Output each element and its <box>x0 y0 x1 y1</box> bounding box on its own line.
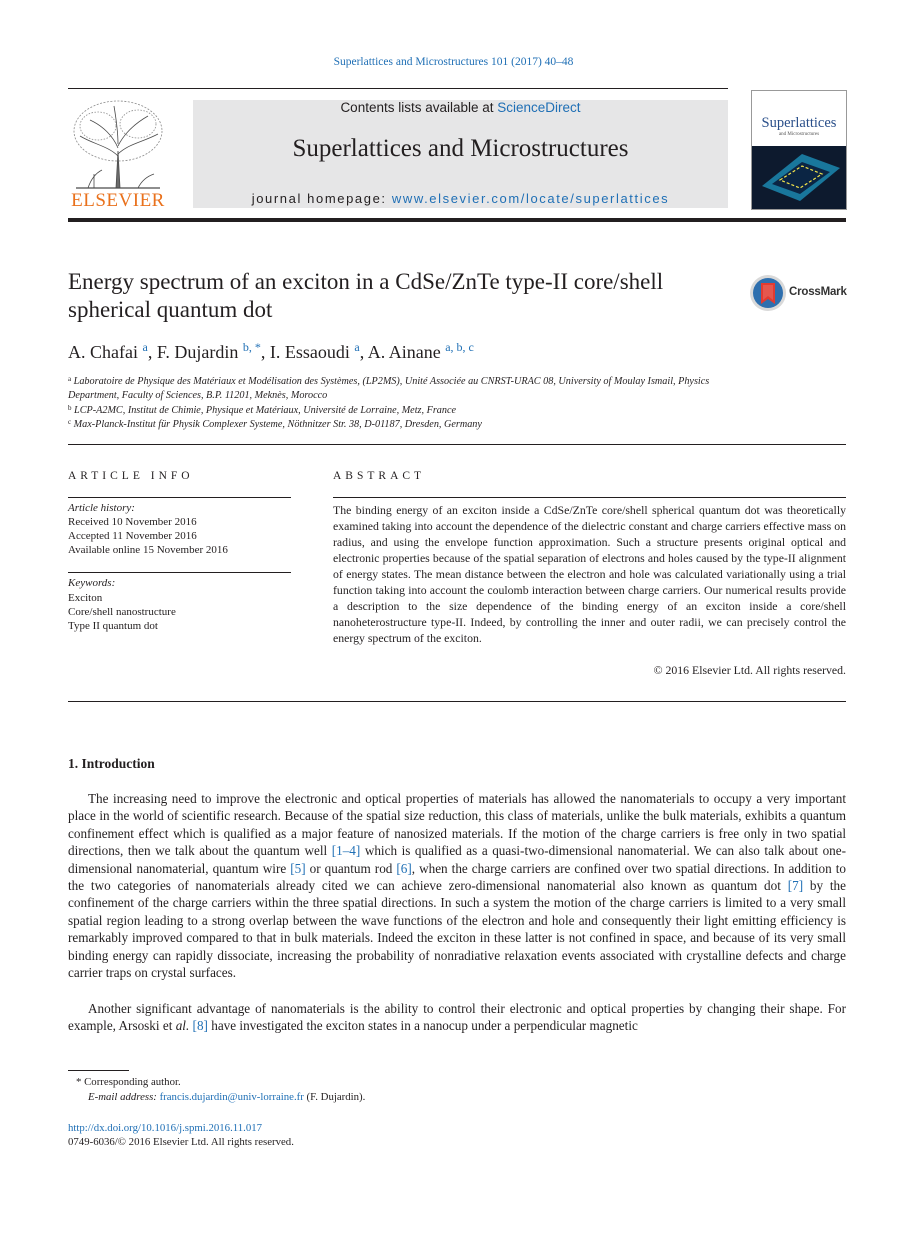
corresponding-mark: * <box>76 1076 82 1088</box>
footnote-rule <box>68 1070 129 1071</box>
email-note <box>88 1090 365 1105</box>
citation-link[interactable]: [1–4] <box>331 843 361 859</box>
author-affiliation-mark[interactable]: b, * <box>242 340 261 354</box>
author-separator: , <box>260 342 270 362</box>
affiliation <box>68 415 748 432</box>
author-name: A. Ainane <box>367 342 441 362</box>
paragraph-text: have investigated the exciton states in a nanocup under a perpendicular magnetic <box>207 1018 638 1034</box>
abstract-text: The binding energy of an exciton inside a CdSe/ZnTe core/shell spherical quantum dot was theoretically examined taking into account the dependence of the dielectric constant and charge carriers effective mass on radius, and using the envelope function approximation. Such a structure presents original optical and electronic properties because of the spatial separation of electrons and holes caused by the type-II alignment of energy states. The mean distance between the electron and hole was calculated variationally using a trial function taking into account the coulomb interaction between charge carriers. Our numerical results provide a description to the size dependence of the binding energy of an exciton inside a core/shell nanoheterostructure type-II. Indeed, by controlling the inner and outer radii, we can precisely control the energy spectrum of the exciton. <box>333 503 846 645</box>
section-heading-introduction: 1. Introduction <box>68 756 155 771</box>
online-date: Available online 15 November 2016 <box>68 544 228 556</box>
email-label: E-mail address: <box>88 1091 157 1103</box>
abstract-rule <box>333 497 846 498</box>
sciencedirect-link[interactable]: ScienceDirect <box>497 100 581 115</box>
affiliation-text: Max-Planck-Institut für Physik Complexer Systeme, Nöthnitzer Str. 38, D-01187, Dresden, Germany <box>73 419 482 430</box>
author-name: F. Dujardin <box>156 342 239 362</box>
cover-subtitle: and Microstructures <box>778 132 820 137</box>
paragraph-text: by the confinement of the charge carriers within the three spatial directions. In such a system the motion of the charge carriers is limited to a very small spatial region leading to a strong overlap between the wave functions of the electron and hole and consequently their light emitting efficiency is remarkably improved compared to that in bulk materials. Indeed the exciton in these latter is not confined in space, and because of its very small binding energy can rapidly dissociate, increasing the probability of nonradiative relaxation events associated with crystalline defects and charge carrier traps on crystal surfaces. <box>68 878 846 981</box>
issn-copyright: 0749-6036/© 2016 Elsevier Ltd. All rights reserved. <box>68 1136 294 1148</box>
contents-line <box>193 100 728 115</box>
paragraph-text: The increasing need to improve the electronic and optical properties of materials has allowed the nanomaterials to occupy a very important place in the world of scientific research. Because of the spatial size reduction, this class of materials, unlike the bulk materials, exhibits a quantum confinement effect which is qualified as a major feature of nanosized materials. If the motion of the charge carriers is free only in two spatial directions, then we talk about the quantum well <box>68 791 846 859</box>
journal-name: Superlattices and Microstructures <box>292 135 629 162</box>
received-date: Received 10 November 2016 <box>68 516 197 528</box>
homepage-prefix: journal homepage: <box>251 191 392 206</box>
journal-cover-thumbnail[interactable] <box>751 90 847 210</box>
cover-title: Superlattices <box>761 115 837 131</box>
contents-prefix: Contents lists available at <box>340 100 498 115</box>
email-owner: (F. Dujardin). <box>306 1091 366 1103</box>
article-info-rule <box>68 497 291 498</box>
author-affiliation-mark[interactable]: a, b, c <box>445 340 474 354</box>
affiliation-text: Laboratoire de Physique des Matériaux et Modélisation des Systèmes, (LP2MS), Unité Associée au CNRST-URAC 08, University of Moulay Ismail, Physics Department, Faculty of Sciences, B.P. 11201, Meknès, Morocco <box>68 376 710 401</box>
corresponding-text: Corresponding author. <box>84 1076 181 1088</box>
keywords-rule <box>68 572 291 573</box>
affiliation-rule <box>68 444 846 445</box>
front-matter-rule <box>68 701 846 702</box>
history-label: Article history: <box>68 502 135 514</box>
affiliation-mark: a <box>68 375 72 383</box>
italic-text: al. <box>175 1018 190 1034</box>
affiliation-mark: c <box>68 418 72 426</box>
author-affiliation-mark[interactable]: a <box>142 340 148 354</box>
paragraph-text: Another significant advantage of nanomaterials is the ability to control their electronic and optical properties by changing their shape. For example, Arsoski et <box>68 1001 846 1034</box>
affiliation-mark: b <box>68 404 72 412</box>
author-list <box>68 340 474 363</box>
intro-paragraph-1 <box>68 790 846 981</box>
homepage-line <box>193 191 728 206</box>
paragraph-text: or quantum rod <box>305 860 397 876</box>
abstract-heading: ABSTRACT <box>333 470 426 482</box>
author-name: I. Essaoudi <box>269 342 350 362</box>
elsevier-wordmark: ELSEVIER <box>71 190 165 211</box>
keyword: Exciton <box>68 592 103 604</box>
citation-link[interactable]: [8] <box>192 1018 208 1034</box>
citation-link[interactable]: [5] <box>290 860 306 876</box>
email-link[interactable]: francis.dujardin@univ-lorraine.fr <box>159 1091 304 1103</box>
abstract-copyright: © 2016 Elsevier Ltd. All rights reserved. <box>653 663 846 677</box>
header-rule <box>68 88 728 89</box>
corresponding-author-note <box>76 1075 181 1090</box>
article-info-heading: ARTICLE INFO <box>68 470 194 482</box>
keyword: Core/shell nanostructure <box>68 606 176 618</box>
article-title: Energy spectrum of an exciton in a CdSe/ZnTe type-II core/shell spherical quantum dot <box>68 269 664 322</box>
journal-reference-link[interactable]: Superlattices and Microstructures 101 (2017) 40–48 <box>333 56 574 68</box>
intro-paragraph-2 <box>68 1000 846 1035</box>
citation-link[interactable]: [6] <box>396 860 412 876</box>
paragraph-text: which is qualified as a quasi-two-dimensional nanomaterial. We can also talk about one-dimensional nanomaterial, quantum wire <box>68 843 846 876</box>
paragraph-text: , when the charge carriers are confined over two spatial directions. In addition to the two categories of nanomaterials already cited we can achieve zero-dimensional nanomaterial also known as quantum dot <box>68 860 846 894</box>
author-separator: , <box>359 342 368 362</box>
affiliation <box>68 372 748 403</box>
homepage-link[interactable]: www.elsevier.com/locate/superlattices <box>391 191 670 206</box>
doi-link[interactable]: http://dx.doi.org/10.1016/j.spmi.2016.11.017 <box>68 1122 263 1134</box>
author-affiliation-mark[interactable]: a <box>354 340 360 354</box>
affiliation-text: LCP-A2MC, Institut de Chimie, Physique et Matériaux, Université de Lorraine, Metz, France <box>74 405 457 416</box>
crossmark-label[interactable]: CrossMark <box>789 286 847 298</box>
keyword: Type II quantum dot <box>68 620 158 632</box>
author-separator: , <box>147 342 157 362</box>
keywords-label: Keywords: <box>68 577 116 589</box>
accepted-date: Accepted 11 November 2016 <box>68 530 197 542</box>
cover-artwork-icon <box>752 146 846 209</box>
citation-link[interactable]: [7] <box>787 878 804 894</box>
header-thick-rule <box>68 218 846 222</box>
author-name: A. Chafai <box>68 342 138 362</box>
